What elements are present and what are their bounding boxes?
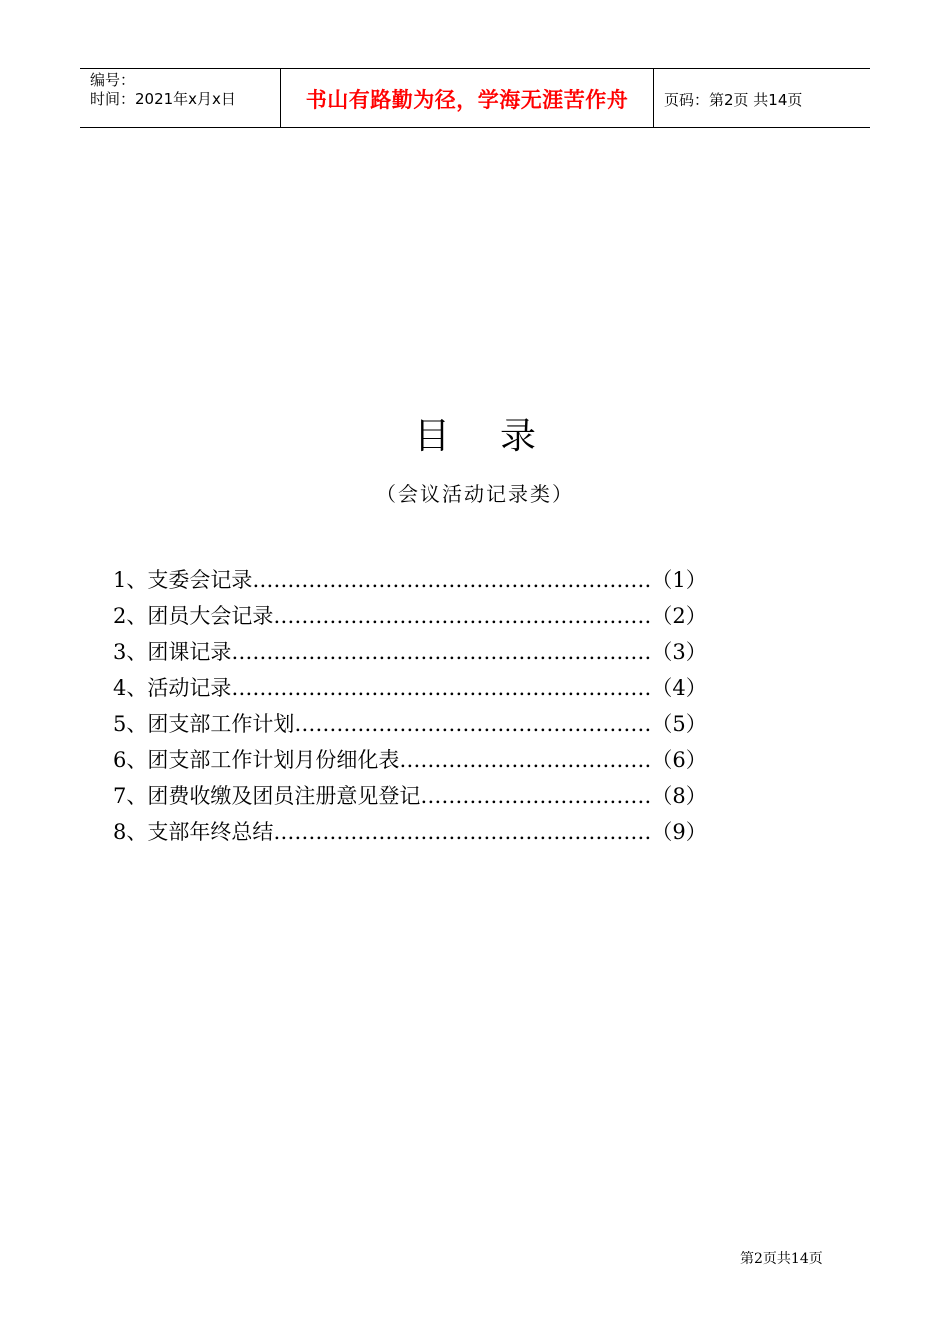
toc-item[interactable]: 7、团费收缴及团员注册意见登记……………………………（8） [113, 784, 707, 808]
toc-item[interactable]: 1、支委会记录…………………………………………………（1） [113, 568, 707, 592]
header-time-label: 时间：2021年x月x日 [90, 90, 236, 108]
header-meta-cell [80, 69, 281, 127]
footer-page-label: 第2页共14页 [740, 1251, 823, 1267]
toc-subtitle: （会议活动记录类） [376, 482, 574, 506]
toc-item[interactable]: 4、活动记录……………………………………………………（4） [113, 676, 707, 700]
toc-title-left: 目 [413, 416, 450, 457]
toc-title-right: 录 [500, 416, 537, 457]
header-page-label: 页码：第2页 共14页 [664, 90, 803, 109]
toc-item[interactable]: 6、团支部工作计划月份细化表………………………………（6） [113, 748, 707, 772]
page-header [80, 68, 870, 128]
toc-list [113, 562, 707, 850]
header-motto: 书山有路勤为径，学海无涯苦作舟 [281, 69, 654, 127]
toc-item[interactable]: 5、团支部工作计划……………………………………………（5） [113, 712, 707, 736]
toc-item[interactable]: 8、支部年终总结………………………………………………（9） [113, 820, 707, 844]
header-code-label: 编号： [90, 71, 136, 89]
toc-title [0, 408, 950, 459]
toc-item[interactable]: 3、团课记录……………………………………………………（3） [113, 640, 707, 664]
toc-item[interactable]: 2、团员大会记录………………………………………………（2） [113, 604, 707, 628]
